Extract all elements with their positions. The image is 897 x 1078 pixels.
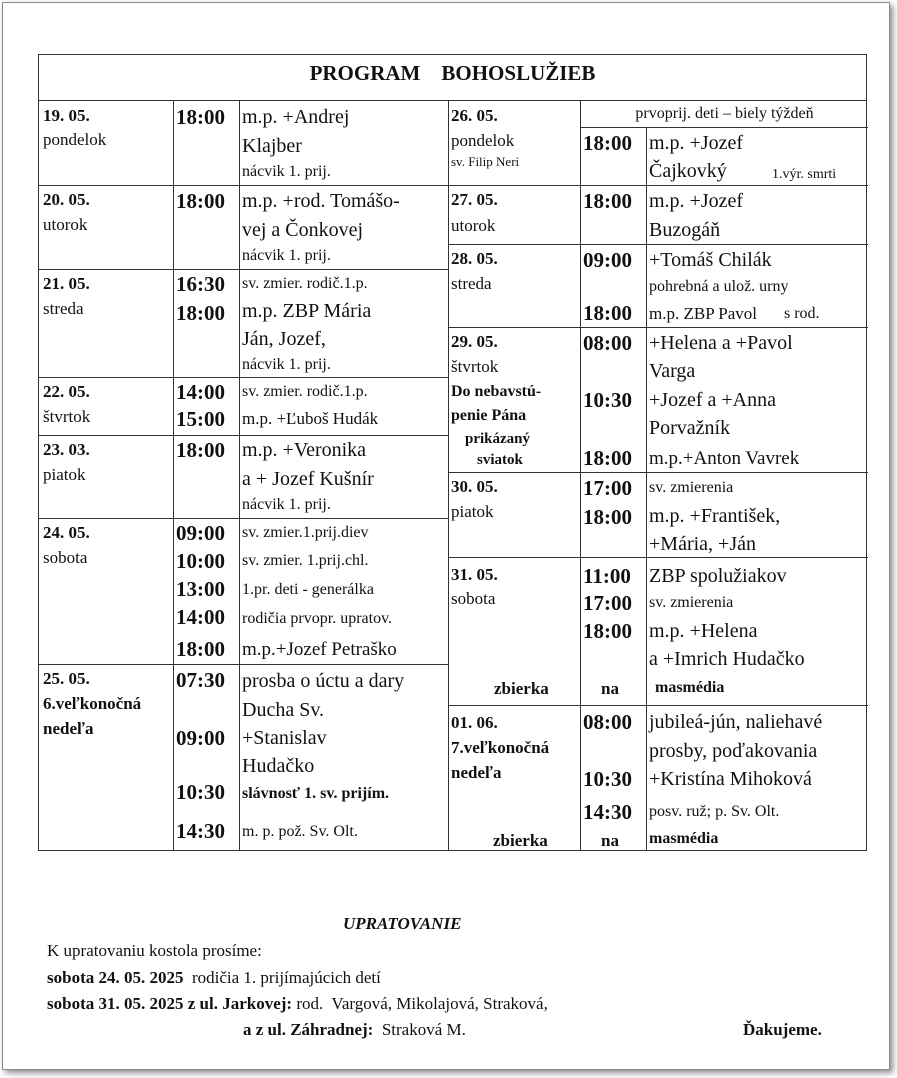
intention-text: Buzogáň	[649, 219, 721, 241]
intention-text: prosby, poďakovania	[649, 740, 818, 762]
collection-label: zbierka	[494, 679, 549, 698]
day-date: 23. 03.	[43, 440, 90, 459]
page-title: PROGRAM BOHOSLUŽIEB	[39, 55, 866, 101]
intention-text: Porvažník	[649, 417, 731, 439]
col-divider-left-text	[239, 101, 240, 850]
intention-text: pohrebná a ulož. urny	[649, 278, 789, 295]
intention-text: m.p. +František,	[649, 505, 781, 527]
intention-text: m.p.+Anton Vavrek	[649, 448, 800, 469]
intention-text: m.p. ZBP Pavol	[649, 304, 757, 323]
note-text: nácvik 1. prij.	[242, 163, 331, 180]
mass-time: 09:00	[583, 248, 632, 272]
day-name: piatok	[43, 465, 86, 484]
day-name: nedeľa	[43, 719, 94, 738]
intention-text: m.p. +Veronika	[242, 439, 367, 461]
mass-time: 13:00	[176, 577, 225, 601]
day-date: 27. 05.	[451, 190, 498, 209]
intention-text: sv. zmier. 1.prij.chl.	[242, 552, 369, 569]
mass-time: 10:30	[583, 767, 632, 791]
row-divider	[448, 472, 868, 473]
mass-time: 10:30	[176, 780, 225, 804]
intention-text: Ducha Sv.	[242, 699, 325, 721]
row-divider	[580, 127, 868, 128]
row-divider	[448, 185, 868, 186]
row-divider	[448, 327, 868, 328]
intention-text: sv. zmier.1.prij.diev	[242, 524, 369, 541]
day-name: nedeľa	[451, 763, 502, 782]
cleaning-date: sobota 31. 05. 2025 z ul. Jarkovej:	[47, 994, 293, 1013]
intention-text: +Kristína Mihoková	[649, 768, 812, 790]
intention-text: ZBP spolužiakov	[649, 565, 787, 587]
mass-time: 14:00	[176, 605, 225, 629]
feast-note: prikázaný	[465, 431, 531, 447]
note-text: nácvik 1. prij.	[242, 356, 331, 373]
mass-time: 14:30	[583, 800, 632, 824]
mass-time: 11:00	[583, 564, 631, 588]
mass-time: 18:00	[583, 301, 632, 325]
col-divider-middle	[448, 101, 449, 850]
mass-time: 17:00	[583, 476, 632, 500]
collection-label: masmédia	[649, 830, 719, 847]
mass-time: 18:00	[583, 619, 632, 643]
day-name: pondelok	[451, 131, 515, 150]
col-divider-left-time	[173, 101, 174, 850]
day-date: 28. 05.	[451, 249, 498, 268]
cleaning-who: rod. Vargová, Mikolajová, Straková,	[292, 994, 548, 1013]
row-divider	[39, 185, 448, 186]
intro-text: K upratovaniu kostola prosíme:	[47, 941, 262, 960]
row-divider	[448, 557, 868, 558]
mass-time: 07:30	[176, 668, 225, 692]
day-name: štvrtok	[43, 407, 91, 426]
intention-text: +Jozef a +Anna	[649, 389, 776, 411]
mass-time: 18:00	[583, 131, 632, 155]
day-name: 7.veľkonočná	[451, 738, 550, 757]
intention-text: sv. zmierenia	[649, 594, 734, 611]
intention-text: jubileá-jún, naliehavé	[649, 711, 823, 733]
day-date: 25. 05.	[43, 669, 90, 688]
day-name: pondelok	[43, 130, 107, 149]
intention-text: Ján, Jozef,	[242, 328, 326, 350]
intention-text: +Stanislav	[242, 727, 327, 749]
mass-time: 15:00	[176, 407, 225, 431]
intention-text: m.p. +Jozef	[649, 132, 744, 154]
mass-time: 08:00	[583, 331, 632, 355]
day-name: utorok	[43, 215, 88, 234]
intention-text: +Tomáš Chilák	[649, 249, 772, 271]
mass-time: 18:00	[176, 637, 225, 661]
intention-text: m.p. +Andrej	[242, 106, 350, 128]
row-divider	[448, 244, 868, 245]
intention-text: rodičia prvopr. upratov.	[242, 610, 393, 627]
mass-time: 09:00	[176, 726, 225, 750]
mass-time: 17:00	[583, 591, 632, 615]
day-date: 30. 05.	[451, 477, 498, 496]
mass-time: 18:00	[176, 438, 225, 462]
mass-time: 09:00	[176, 521, 225, 545]
intention-text: sv. zmierenia	[649, 479, 734, 496]
row-divider	[39, 518, 448, 519]
mass-time: 10:00	[176, 549, 225, 573]
collection-label: na	[601, 831, 619, 850]
day-name: piatok	[451, 502, 494, 521]
day-date: 31. 05.	[451, 565, 498, 584]
cleaning-line	[47, 969, 381, 986]
week-note: prvoprij. deti – biely týždeň	[635, 105, 814, 122]
feast-note: sviatok	[477, 452, 523, 468]
cleaning-date: sobota 24. 05. 2025	[47, 968, 184, 987]
intention-text: sv. zmier. rodič.1.p.	[242, 383, 368, 400]
mass-time: 18:00	[176, 189, 225, 213]
collection-label: na	[601, 679, 619, 698]
cleaning-line	[47, 995, 548, 1012]
day-date: 22. 05.	[43, 382, 90, 401]
thanks-text: Ďakujeme.	[743, 1020, 822, 1039]
mass-time: 18:00	[583, 446, 632, 470]
intention-text: slávnosť 1. sv. prijím.	[242, 785, 390, 802]
day-name: streda	[451, 274, 492, 293]
day-date: 20. 05.	[43, 190, 90, 209]
collection-label: zbierka	[493, 831, 548, 850]
intention-text: posv. ruž; p. Sv. Olt.	[649, 803, 780, 820]
day-name: utorok	[451, 216, 496, 235]
row-divider	[39, 664, 448, 665]
intention-text: a + Jozef Kušnír	[242, 468, 374, 490]
note-text: 1.výr. smrti	[772, 167, 837, 182]
intention-text: prosba o úctu a dary	[242, 670, 405, 692]
day-name: štvrtok	[451, 357, 499, 376]
note-text: nácvik 1. prij.	[242, 247, 331, 264]
cleaning-street: a z ul. Záhradnej:	[243, 1020, 374, 1039]
day-name: sobota	[43, 548, 88, 567]
cleaning-line	[243, 1021, 466, 1038]
day-date: 01. 06.	[451, 713, 498, 732]
section-heading: UPRATOVANIE	[343, 914, 462, 933]
mass-time: 18:00	[583, 505, 632, 529]
intention-text: a +Imrich Hudačko	[649, 648, 805, 670]
mass-time: 14:30	[176, 819, 225, 843]
col-divider-right-time	[580, 101, 581, 850]
intention-text: +Mária, +Ján	[649, 533, 756, 555]
cleaning-who: rodičia 1. prijímajúcich detí	[183, 968, 381, 987]
intention-text: vej a Čonkovej	[242, 219, 364, 241]
intention-text: m.p. ZBP Mária	[242, 300, 372, 322]
col-divider-right-text	[646, 127, 647, 850]
day-date: 26. 05.	[451, 106, 498, 125]
saint-name: sv. Filip Neri	[451, 154, 520, 169]
day-date: 29. 05.	[451, 332, 498, 351]
mass-time: 18:00	[176, 105, 225, 129]
intention-text: Klajber	[242, 135, 302, 157]
feast-name: Do nebavstú-	[451, 383, 542, 400]
mass-time: 14:00	[176, 380, 225, 404]
intention-text: Čajkovký	[649, 160, 727, 182]
row-divider	[448, 705, 868, 706]
day-date: 24. 05.	[43, 523, 90, 542]
collection-label: masmédia	[655, 679, 725, 696]
schedule-table	[38, 54, 867, 851]
mass-time: 16:30	[176, 272, 225, 296]
day-name: 6.veľkonočná	[43, 694, 142, 713]
intention-text: m. p. pož. Sv. Olt.	[242, 823, 358, 840]
day-name: sobota	[451, 589, 496, 608]
intention-text: m.p. +rod. Tomášo-	[242, 190, 400, 212]
feast-name: penie Pána	[451, 407, 527, 424]
mass-time: 10:30	[583, 388, 632, 412]
note-text: nácvik 1. prij.	[242, 496, 331, 513]
intention-text: m.p. +Helena	[649, 620, 758, 642]
day-date: 19. 05.	[43, 106, 90, 125]
intention-text: +Helena a +Pavol	[649, 332, 793, 354]
mass-time: 08:00	[583, 710, 632, 734]
intention-text: m.p.+Jozef Petraško	[242, 639, 397, 660]
bulletin-page	[2, 2, 890, 1070]
row-divider	[39, 377, 448, 378]
row-divider	[39, 435, 448, 436]
intention-text: 1.pr. deti - generálka	[242, 581, 374, 598]
intention-text: m.p. +Ľuboš Hudák	[242, 409, 379, 428]
intention-text: Hudačko	[242, 755, 315, 777]
row-divider	[39, 269, 448, 270]
day-date: 21. 05.	[43, 274, 90, 293]
mass-time: 18:00	[176, 301, 225, 325]
intention-text: m.p. +Jozef	[649, 190, 744, 212]
note-text: s rod.	[784, 305, 820, 322]
day-name: streda	[43, 299, 84, 318]
intention-text: Varga	[649, 360, 696, 382]
cleaning-who: Straková M.	[373, 1020, 466, 1039]
intention-text: sv. zmier. rodič.1.p.	[242, 275, 368, 292]
mass-time: 18:00	[583, 189, 632, 213]
